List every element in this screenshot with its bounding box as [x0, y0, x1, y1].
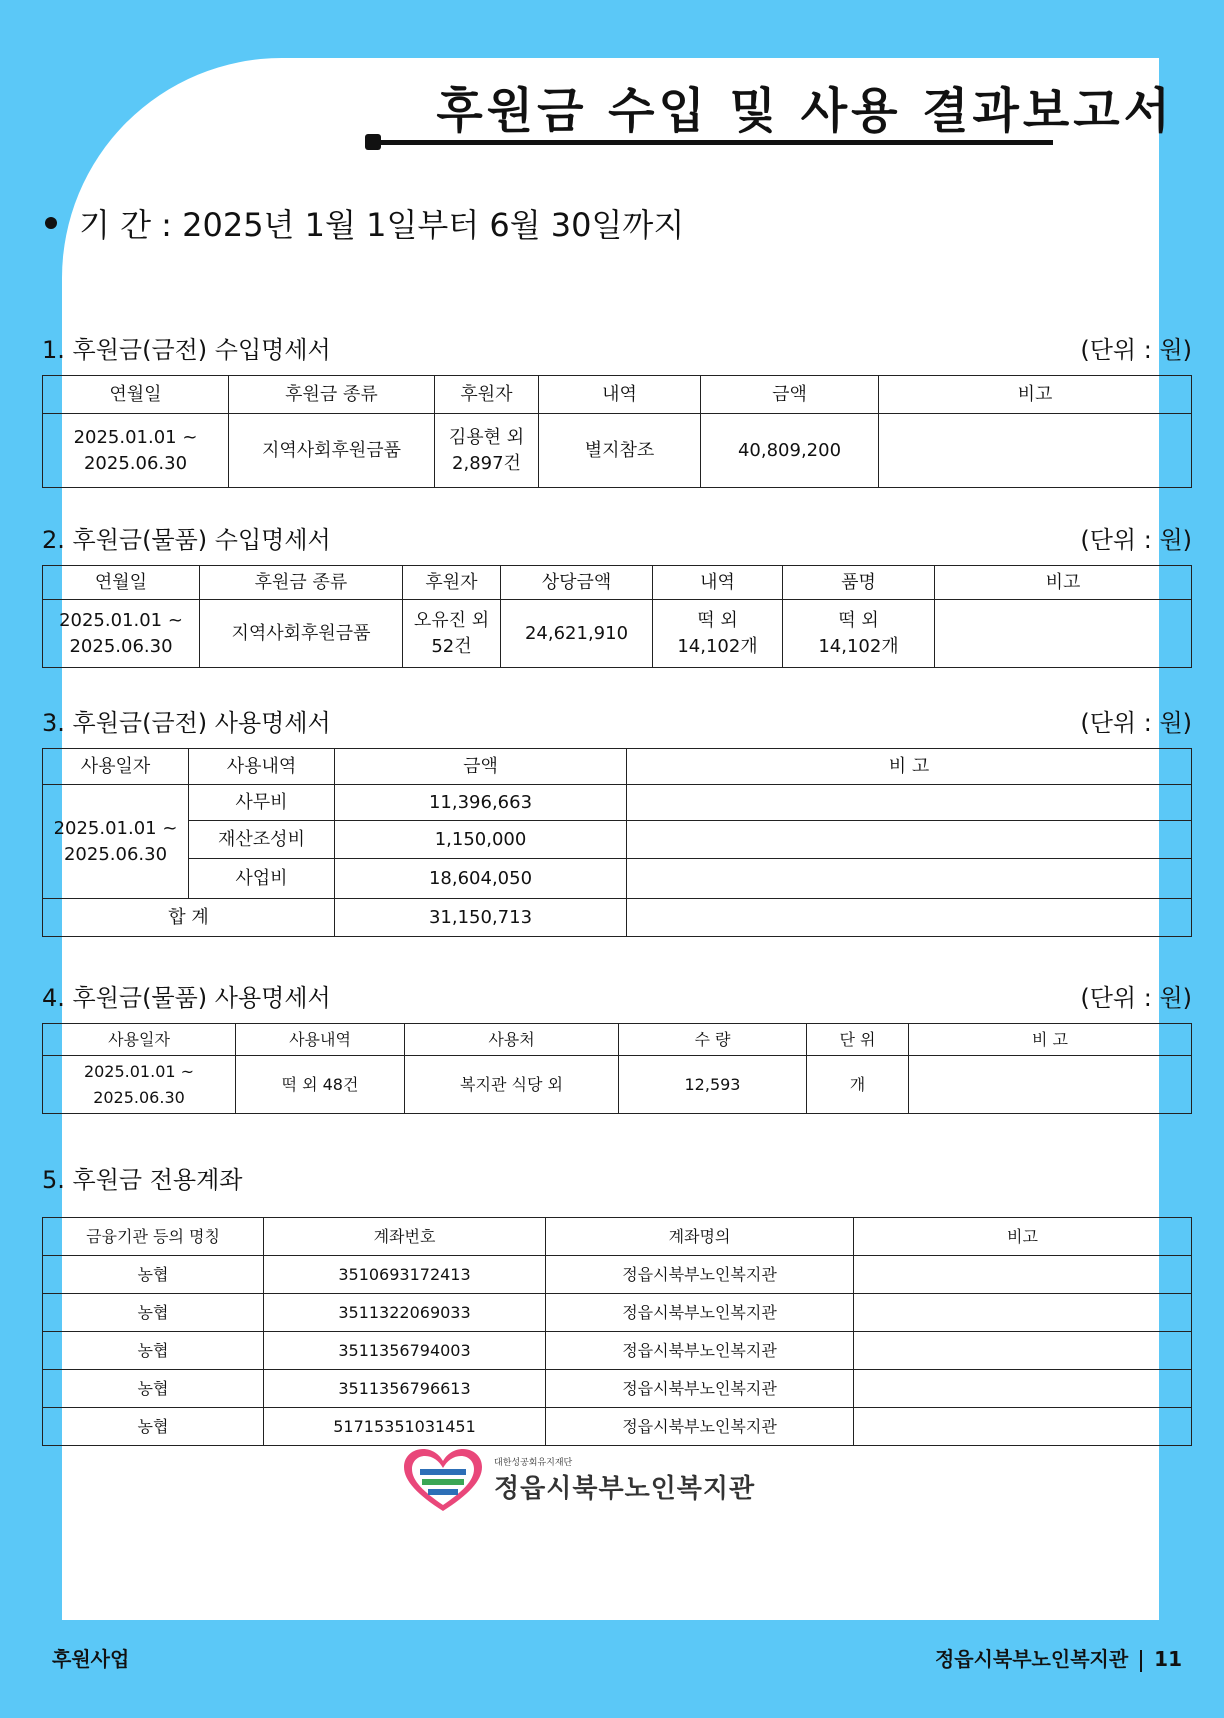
- table-row: [43, 859, 1192, 899]
- income-goods-table: [42, 565, 1192, 668]
- bank-cell: 농협: [43, 1332, 264, 1370]
- header-cell: 품명: [783, 566, 935, 600]
- note-cell: [879, 414, 1192, 488]
- section-5: [42, 1160, 1192, 1446]
- table-row: [43, 785, 1192, 821]
- note-cell: [627, 785, 1192, 821]
- item-cell: 떡 외 14,102개: [783, 600, 935, 668]
- date-cell: 2025.01.01 ~ 2025.06.30: [43, 600, 200, 668]
- usage-item-cell: 재산조성비: [189, 821, 335, 859]
- table-row: [43, 1056, 1192, 1114]
- header-cell: 사용내역: [236, 1024, 405, 1056]
- amount-cell: 40,809,200: [701, 414, 879, 488]
- holder-cell: 정읍시북부노인복지관: [546, 1294, 854, 1332]
- header-cell: 후원자: [435, 376, 539, 414]
- header-cell: 비고: [935, 566, 1192, 600]
- note-cell: [627, 859, 1192, 899]
- amount-cell: 24,621,910: [501, 600, 653, 668]
- note-cell: [854, 1370, 1192, 1408]
- header-cell: 금액: [335, 749, 627, 785]
- header-cell: 내역: [653, 566, 783, 600]
- period-text: 기 간 : 2025년 1월 1일부터 6월 30일까지: [79, 206, 685, 244]
- header-cell: 비고: [854, 1218, 1192, 1256]
- header-cell: 후원금 종류: [229, 376, 435, 414]
- table-row: [43, 414, 1192, 488]
- section-2: [42, 520, 1192, 668]
- date-cell: 2025.01.01 ~ 2025.06.30: [43, 1056, 236, 1114]
- holder-cell: 정읍시북부노인복지관: [546, 1370, 854, 1408]
- date-cell: 2025.01.01 ~ 2025.06.30: [43, 414, 229, 488]
- unit-label: (단위 : 원): [1080, 709, 1192, 737]
- bullet-icon: [45, 217, 57, 229]
- total-amount: 31,150,713: [335, 899, 627, 937]
- section-1-heading: 1. 후원금(금전) 수입명세서: [42, 336, 331, 364]
- header-cell: 사용내역: [189, 749, 335, 785]
- amount-cell: 18,604,050: [335, 859, 627, 899]
- note-cell: [627, 899, 1192, 937]
- usage-item-cell: 떡 외 48건: [236, 1056, 405, 1114]
- donor-cell: 오유진 외 52건: [403, 600, 501, 668]
- note-cell: [627, 821, 1192, 859]
- header-cell: 내역: [539, 376, 701, 414]
- table-row: [43, 1370, 1192, 1408]
- usage-item-cell: 사업비: [189, 859, 335, 899]
- holder-cell: 정읍시북부노인복지관: [546, 1256, 854, 1294]
- bank-cell: 농협: [43, 1256, 264, 1294]
- header-cell: 계좌명의: [546, 1218, 854, 1256]
- note-cell: [935, 600, 1192, 668]
- amount-cell: 11,396,663: [335, 785, 627, 821]
- amount-cell: 1,150,000: [335, 821, 627, 859]
- header-cell: 비 고: [909, 1024, 1192, 1056]
- account-cell: 51715351031451: [264, 1408, 546, 1446]
- usage-goods-table: [42, 1023, 1192, 1114]
- table-row: [43, 821, 1192, 859]
- header-cell: 수 량: [619, 1024, 807, 1056]
- bank-cell: 농협: [43, 1294, 264, 1332]
- org-logo: [398, 1445, 755, 1515]
- place-cell: 복지관 식당 외: [405, 1056, 619, 1114]
- unit-cell: 개: [807, 1056, 909, 1114]
- holder-cell: 정읍시북부노인복지관: [546, 1332, 854, 1370]
- income-cash-table: [42, 375, 1192, 488]
- note-cell: [854, 1256, 1192, 1294]
- header-cell: 사용일자: [43, 749, 189, 785]
- usage-cash-table: [42, 748, 1192, 937]
- title-rule: [365, 140, 1053, 145]
- type-cell: 지역사회후원금품: [229, 414, 435, 488]
- header-cell: 금액: [701, 376, 879, 414]
- account-cell: 3511322069033: [264, 1294, 546, 1332]
- type-cell: 지역사회후원금품: [200, 600, 403, 668]
- table-row: [43, 600, 1192, 668]
- section-3: [42, 703, 1192, 937]
- unit-label: (단위 : 원): [1080, 984, 1192, 1012]
- section-2-heading: 2. 후원금(물품) 수입명세서: [42, 526, 331, 554]
- note-cell: [909, 1056, 1192, 1114]
- total-row: [43, 899, 1192, 937]
- section-3-heading: 3. 후원금(금전) 사용명세서: [42, 709, 331, 737]
- detail-cell: 별지참조: [539, 414, 701, 488]
- section-5-heading: 5. 후원금 전용계좌: [42, 1166, 243, 1194]
- holder-cell: 정읍시북부노인복지관: [546, 1408, 854, 1446]
- account-table: [42, 1217, 1192, 1446]
- table-row: [43, 1408, 1192, 1446]
- unit-label: (단위 : 원): [1080, 526, 1192, 554]
- footer-org: 정읍시북부노인복지관: [934, 1647, 1129, 1671]
- bank-cell: 농협: [43, 1408, 264, 1446]
- unit-label: (단위 : 원): [1080, 336, 1192, 364]
- footer-section-label: 후원사업: [52, 1647, 130, 1671]
- account-cell: 3511356794003: [264, 1332, 546, 1370]
- bank-cell: 농협: [43, 1370, 264, 1408]
- donor-cell: 김용현 외 2,897건: [435, 414, 539, 488]
- header-cell: 금융기관 등의 명칭: [43, 1218, 264, 1256]
- header-cell: 사용처: [405, 1024, 619, 1056]
- header-cell: 후원자: [403, 566, 501, 600]
- page-title: 후원금 수입 및 사용 결과보고서: [436, 83, 1174, 139]
- account-cell: 3510693172413: [264, 1256, 546, 1294]
- usage-item-cell: 사무비: [189, 785, 335, 821]
- header-cell: 단 위: [807, 1024, 909, 1056]
- heart-logo-icon: [398, 1445, 488, 1515]
- period-line: [45, 200, 684, 246]
- header-cell: 계좌번호: [264, 1218, 546, 1256]
- table-row: [43, 1332, 1192, 1370]
- table-row: [43, 1256, 1192, 1294]
- header-cell: 연월일: [43, 376, 229, 414]
- qty-cell: 12,593: [619, 1056, 807, 1114]
- header-cell: 연월일: [43, 566, 200, 600]
- note-cell: [854, 1408, 1192, 1446]
- header-cell: 비 고: [627, 749, 1192, 785]
- footer-divider: [1140, 1650, 1142, 1672]
- header-cell: 상당금액: [501, 566, 653, 600]
- section-4: [42, 978, 1192, 1114]
- logo-foundation: 대한성공회유지재단: [494, 1458, 573, 1468]
- header-cell: 비고: [879, 376, 1192, 414]
- table-row: [43, 1294, 1192, 1332]
- note-cell: [854, 1332, 1192, 1370]
- account-cell: 3511356796613: [264, 1370, 546, 1408]
- total-label: 합 계: [43, 899, 335, 937]
- section-4-heading: 4. 후원금(물품) 사용명세서: [42, 984, 331, 1012]
- section-1: [42, 330, 1192, 488]
- detail-cell: 떡 외 14,102개: [653, 600, 783, 668]
- page-number: 11: [1154, 1647, 1182, 1671]
- footer-page-info: [935, 1643, 1182, 1672]
- header-cell: 후원금 종류: [200, 566, 403, 600]
- header-cell: 사용일자: [43, 1024, 236, 1056]
- note-cell: [854, 1294, 1192, 1332]
- date-cell: 2025.01.01 ~ 2025.06.30: [43, 785, 189, 899]
- logo-name: 정읍시북부노인복지관: [494, 1474, 756, 1504]
